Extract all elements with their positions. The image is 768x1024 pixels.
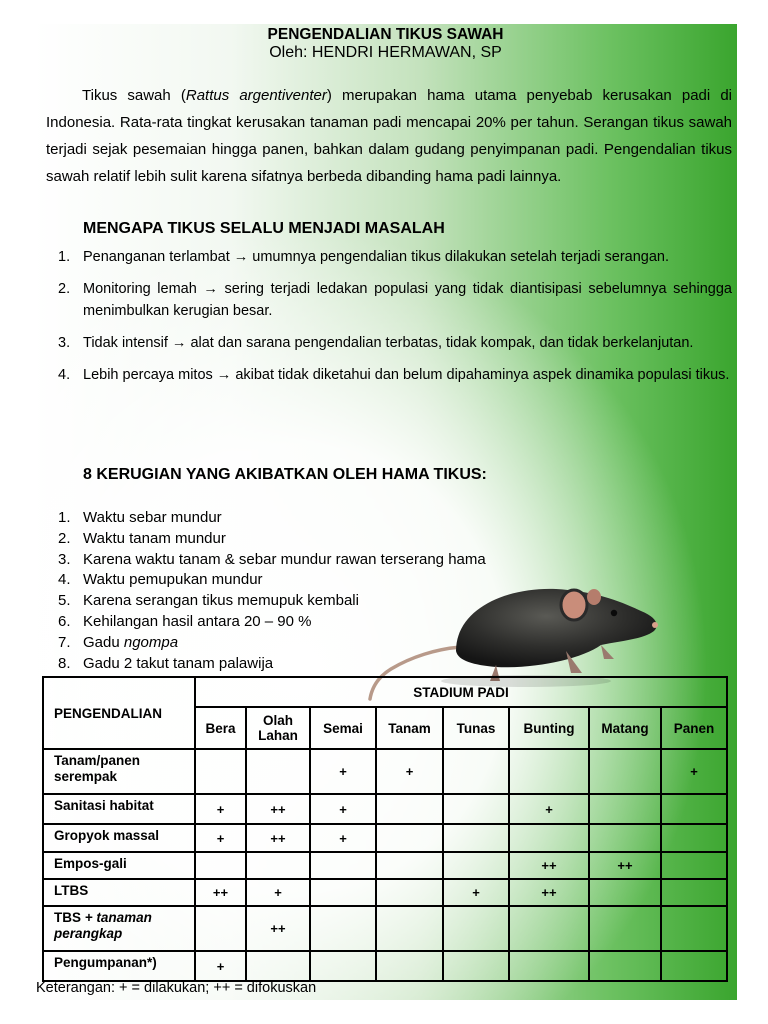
list-item-text: Penanganan terlambat → umumnya pengendalian tikus dilakukan setelah terjadi serangan. [83, 249, 670, 265]
table-cell: ++ [589, 852, 661, 879]
row-header: PENGENDALIAN [43, 677, 195, 749]
intro-text-rest: ) merupakan hama utama penyebab kerusakan padi di Indonesia. Rata-rata tingkat kerusakan tanaman padi mencapai 20% per tahun. Serangan tikus sawah terjadi sejak pesemaian hingga panen, bahkan dalam gudang penyimpanan padi. Pengendalian tikus sawah relatif lebih sulit karena sifatnya berbeda dibanding hama padi lainnya. [46, 87, 732, 185]
table-cell [509, 749, 589, 794]
list-number: 3. [58, 550, 71, 568]
table-cell [310, 852, 376, 879]
table-cell [443, 852, 509, 879]
table-cell [661, 906, 727, 951]
table-cell: + [195, 951, 246, 981]
list-number: 3. [58, 335, 71, 351]
table-cell: ++ [246, 824, 310, 852]
row-label-italic: + tanaman perangkap [54, 910, 152, 941]
table-cell [246, 852, 310, 879]
list-item [34, 529, 486, 550]
list-item-text: Lebih percaya mitos → akibat tidak diketahui dan belum dipahaminya aspek dinamika populasi tikus. [83, 367, 730, 383]
group-header: STADIUM PADI [195, 677, 727, 707]
control-table [42, 676, 728, 982]
list-item-text: Kehilangan hasil antara 20 – 90 % [83, 612, 312, 630]
list-item-text: Karena waktu tanam & sebar mundur rawan terserang hama [83, 550, 486, 568]
list-item [34, 550, 486, 571]
table-cell [589, 879, 661, 906]
row-label: Empos-gali [43, 852, 195, 879]
list-item-text: Gadu [83, 633, 124, 651]
table-cell [661, 879, 727, 906]
row-label: LTBS [43, 879, 195, 906]
table-cell [195, 852, 246, 879]
list-number: 2. [58, 281, 71, 297]
table-cell [376, 879, 443, 906]
list-number: 4. [58, 367, 71, 383]
list-item-text: Waktu tanam mundur [83, 529, 226, 547]
table-cell [376, 852, 443, 879]
table-cell [246, 951, 310, 981]
list-item-text: Monitoring lemah → sering terjadi ledakan populasi yang tidak diantisipasi sebelumnya sehingga menimbulkan kerugian besar. [83, 281, 732, 319]
table-cell: + [310, 794, 376, 824]
list-number: 1. [58, 509, 71, 526]
stage-header: Tanam [376, 707, 443, 749]
table-cell [195, 906, 246, 951]
list-item [34, 332, 732, 354]
section-heading-losses: 8 KERUGIAN YANG AKIBATKAN OLEH HAMA TIKUS: [83, 466, 487, 483]
table-row [43, 906, 727, 951]
table-row [43, 879, 727, 906]
table-cell [589, 749, 661, 794]
table-row [43, 794, 727, 824]
table-cell: + [376, 749, 443, 794]
list-item-text: Waktu pemupukan mundur [83, 571, 263, 589]
table-cell: + [443, 879, 509, 906]
table-cell: + [195, 794, 246, 824]
list-number: 7. [58, 633, 71, 651]
list-item-text: Gadu 2 takut tanam palawija [83, 654, 274, 672]
stage-header: Olah Lahan [246, 707, 310, 749]
list-item-text: Tidak intensif → alat dan sarana pengendalian terbatas, tidak kompak, dan tidak berkelanjutan. [83, 335, 694, 351]
section-heading-problems: MENGAPA TIKUS SELALU MENJADI MASALAH [83, 220, 445, 237]
table-cell [310, 879, 376, 906]
list-number: 1. [58, 249, 71, 265]
table-cell [376, 794, 443, 824]
table-cell [661, 852, 727, 879]
table-cell [589, 794, 661, 824]
reasons-list [34, 246, 732, 396]
list-item-text: Waktu sebar mundur [83, 509, 222, 526]
list-number: 2. [58, 529, 71, 547]
intro-text-start: Tikus sawah ( [82, 87, 186, 104]
document-author: Oleh: HENDRI HERMAWAN, SP [269, 44, 502, 61]
list-number: 5. [58, 592, 71, 610]
table-row [43, 749, 727, 794]
stage-header: Bunting [509, 707, 589, 749]
table-cell [589, 824, 661, 852]
document-page [34, 24, 737, 1000]
table-cell [376, 824, 443, 852]
stage-header: Tunas [443, 707, 509, 749]
list-number: 4. [58, 571, 71, 589]
table-cell: ++ [195, 879, 246, 906]
table-cell [376, 951, 443, 981]
table-cell [246, 749, 310, 794]
table-cell: + [310, 749, 376, 794]
stage-header: Bera [195, 707, 246, 749]
table-cell: ++ [246, 794, 310, 824]
table-cell [310, 906, 376, 951]
document-title: PENGENDALIAN TIKUS SAWAH [267, 26, 504, 43]
table-cell: + [661, 749, 727, 794]
intro-paragraph [46, 82, 732, 190]
row-label-main: TBS [54, 910, 81, 925]
control-table-wrapper [42, 676, 728, 982]
row-label: Pengumpanan*) [43, 951, 195, 981]
list-item-text: Karena serangan tikus memupuk kembali [83, 592, 359, 610]
table-cell [509, 824, 589, 852]
table-cell [443, 824, 509, 852]
table-cell [376, 906, 443, 951]
table-cell: + [509, 794, 589, 824]
row-label: Gropyok massal [43, 824, 195, 852]
species-name: Rattus argentiventer [185, 87, 327, 104]
table-cell [443, 951, 509, 981]
stage-header: Matang [589, 707, 661, 749]
table-cell [589, 951, 661, 981]
table-cell [443, 906, 509, 951]
row-label [43, 906, 195, 951]
list-item [34, 278, 732, 322]
table-cell [661, 824, 727, 852]
row-label: Tanam/panen serempak [43, 749, 195, 794]
list-number: 8. [58, 654, 71, 672]
table-cell [195, 749, 246, 794]
table-row [43, 824, 727, 852]
table-row [43, 951, 727, 981]
stage-header: Panen [661, 707, 727, 749]
table-row [43, 852, 727, 879]
table-cell [310, 951, 376, 981]
table-cell: ++ [509, 879, 589, 906]
table-cell [661, 951, 727, 981]
list-item [34, 246, 732, 268]
table-cell: + [195, 824, 246, 852]
table-legend: Keterangan: + = dilakukan; ++ = difokuskan [36, 980, 317, 996]
table-cell: + [310, 824, 376, 852]
list-item-italic: ngompa [123, 633, 179, 651]
table-cell [509, 951, 589, 981]
table-cell: ++ [246, 906, 310, 951]
table-cell: + [246, 879, 310, 906]
row-label: Sanitasi habitat [43, 794, 195, 824]
table-cell: ++ [509, 852, 589, 879]
table-cell [443, 749, 509, 794]
stage-header: Semai [310, 707, 376, 749]
table-cell [443, 794, 509, 824]
table-cell [589, 906, 661, 951]
list-item [34, 364, 732, 386]
list-item [34, 508, 486, 529]
table-cell [509, 906, 589, 951]
list-number: 6. [58, 612, 71, 630]
table-cell [661, 794, 727, 824]
